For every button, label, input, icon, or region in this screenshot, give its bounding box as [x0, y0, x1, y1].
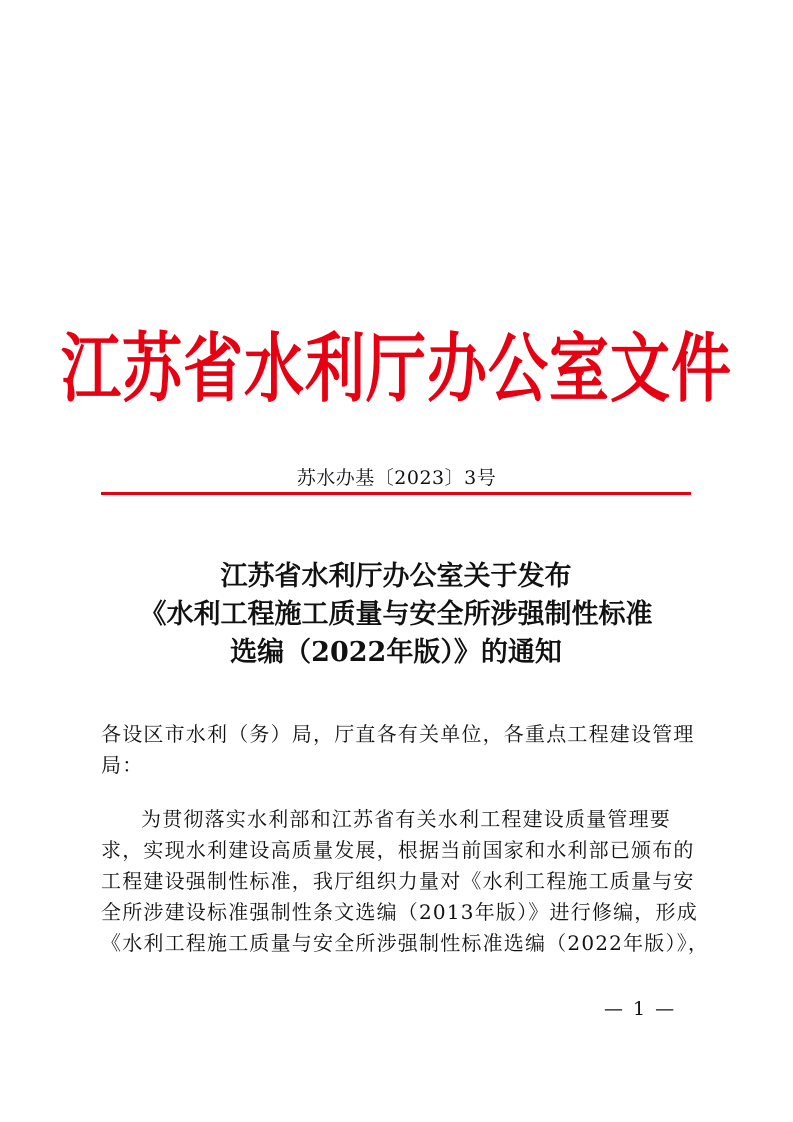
page-number: — 1 —	[604, 998, 677, 1020]
paragraph-line: 求，实现水利建设高质量发展，根据当前国家和水利部已颁布的	[101, 838, 695, 862]
salutation	[101, 719, 693, 781]
paragraph-line: 《水利工程施工质量与安全所涉强制性标准选编（2022年版）》，	[101, 931, 710, 955]
salutation-line: 局：	[101, 753, 144, 777]
notice-title	[96, 558, 696, 672]
paragraph-line: 工程建设强制性标准，我厅组织力量对《水利工程施工质量与安	[101, 869, 695, 893]
red-divider-line	[101, 492, 691, 495]
body-paragraph	[101, 804, 710, 959]
paragraph-line: 全所涉建设标准强制性条文选编（2013年版）》进行修编，形成	[101, 900, 698, 924]
paragraph-line: 为贯彻落实水利部和江苏省有关水利工程建设质量管理要	[141, 807, 671, 831]
title-line: 选编（2022年版）》的通知	[230, 637, 562, 668]
masthead-title: 江苏省水利厅办公室文件	[61, 325, 732, 413]
salutation-line: 各设区市水利（务）局，厅直各有关单位，各重点工程建设管理	[101, 722, 695, 746]
document-number: 苏水办基〔2023〕3号	[296, 467, 497, 489]
title-line: 江苏省水利厅办公室关于发布	[220, 561, 572, 592]
title-line: 《水利工程施工质量与安全所涉强制性标准	[139, 599, 653, 630]
